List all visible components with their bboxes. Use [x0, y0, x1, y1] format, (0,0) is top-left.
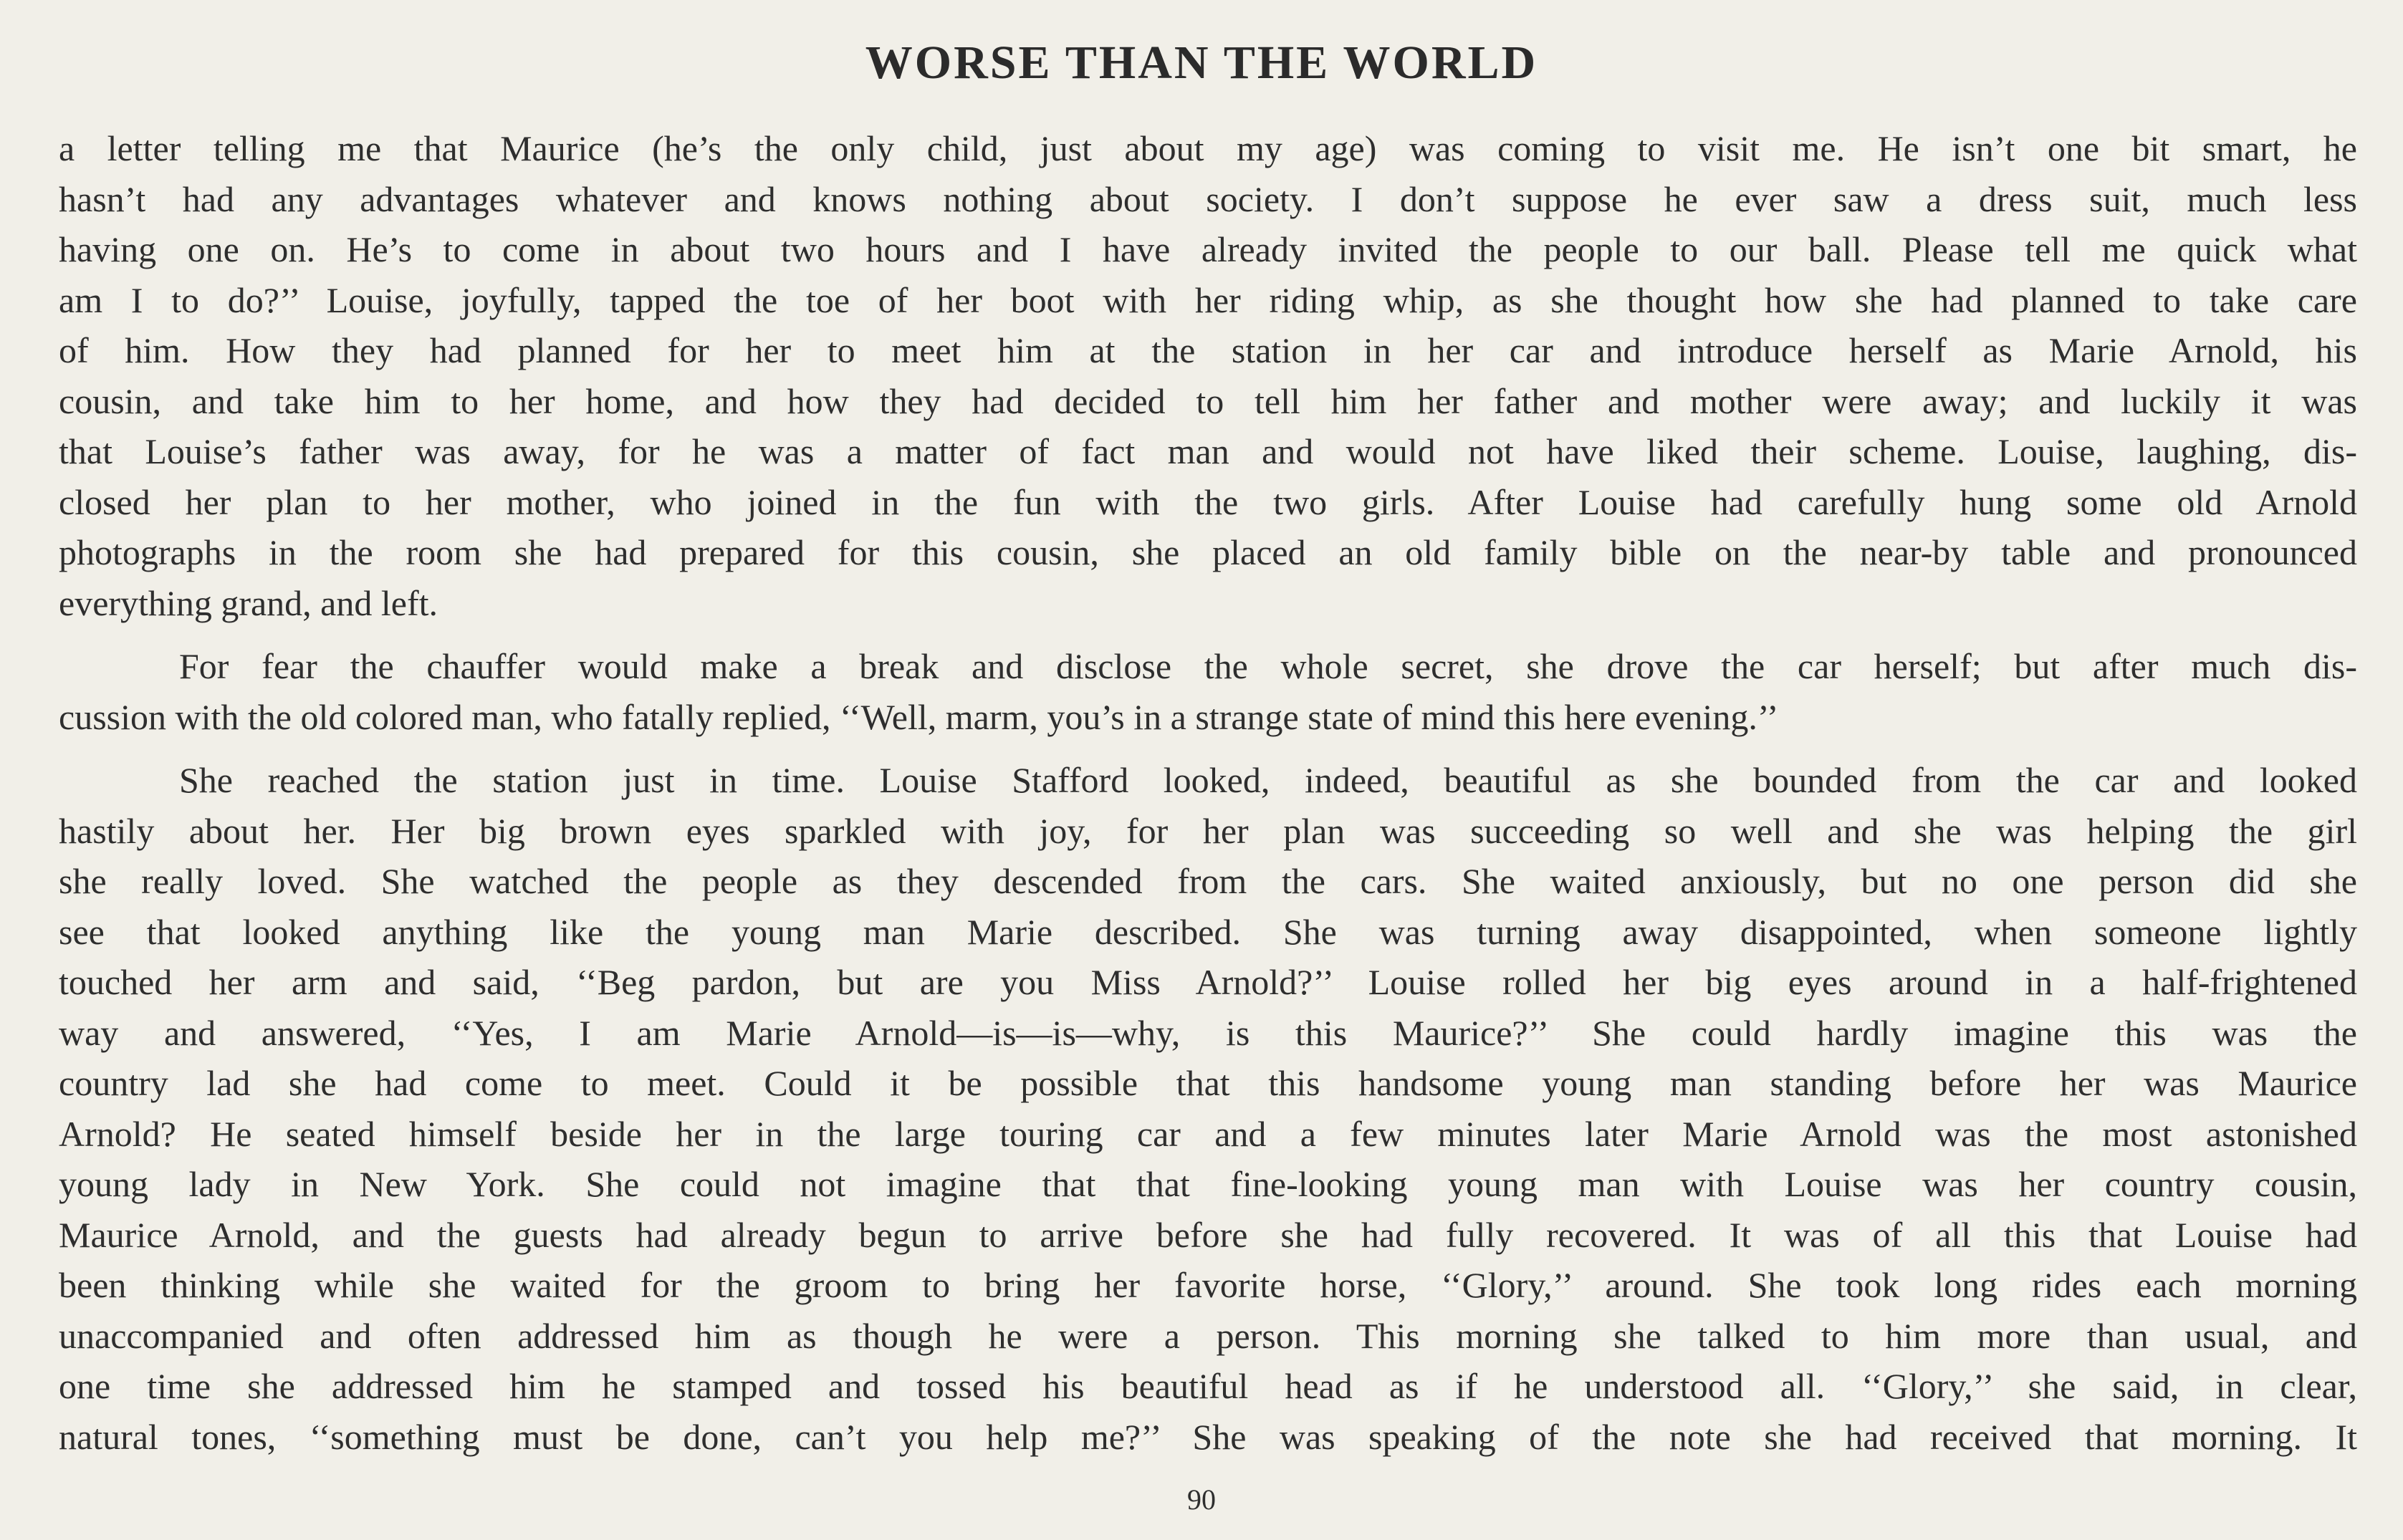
text-line: young lady in New York. She could not imagine that that fine-looking young man with Louise was her country cousin, — [59, 1164, 2357, 1204]
text-line: photographs in the room she had prepared for this cousin, she placed an old family bible on the near-by table and pronounced — [59, 532, 2357, 572]
text-line: one time she addressed him he stamped and tossed his beautiful head as if he understood all. ‘‘Glory,’’ she said, in clear, — [59, 1366, 2357, 1406]
text-line: am I to do?’’ Louise, joyfully, tapped the toe of her boot with her riding whip, as she thought how she had planned to take care — [59, 279, 2357, 320]
text-line: unaccompanied and often addressed him as though he were a person. This morning she talked to him more than usual, and — [59, 1315, 2357, 1356]
text-line: Arnold? He seated himself beside her in the large touring car and a few minutes later Marie Arnold was the most astonished — [59, 1113, 2357, 1154]
text-line: She reached the station just in time. Louise Stafford looked, indeed, beautiful as she bounded from the car and looked — [179, 760, 2357, 800]
text-line: closed her plan to her mother, who joined in the fun with the two girls. After Louise had carefully hung some old Arnold — [59, 481, 2357, 522]
text-line: hasn’t had any advantages whatever and knows nothing about society. I don’t suppose he ever saw a dress suit, much less — [59, 178, 2357, 219]
text-line: way and answered, ‘‘Yes, I am Marie Arnold—is—is—why, is this Maurice?’’ She could hardly imagine this was the — [59, 1012, 2357, 1053]
paragraph-gap — [59, 742, 2357, 755]
text-line: touched her arm and said, ‘‘Beg pardon, but are you Miss Arnold?’’ Louise rolled her big eyes around in a half-frightened — [59, 962, 2357, 1002]
text-line: she really loved. She watched the people as they descended from the cars. She waited anxiously, but no one person did she — [59, 861, 2357, 901]
paragraph-3 — [59, 755, 2357, 1462]
paragraph-2 — [59, 641, 2357, 742]
text-line: cussion with the old colored man, who fatally replied, ‘‘Well, marm, you’s in a strange state of mind this here evening.’’ — [59, 696, 1779, 737]
paragraph-gap — [59, 628, 2357, 641]
text-line: For fear the chauffer would make a break and disclose the whole secret, she drove the car herself; but after much dis- — [179, 646, 2357, 686]
text-line: that Louise’s father was away, for he was a matter of fact man and would not have liked their scheme. Louise, laughing, dis- — [59, 431, 2357, 471]
text-line: cousin, and take him to her home, and how they had decided to tell him her father and mother were away; and luckily it was — [59, 380, 2357, 421]
text-line: been thinking while she waited for the groom to bring her favorite horse, ‘‘Glory,’’ around. She took long rides each morning — [59, 1265, 2357, 1305]
text-line: of him. How they had planned for her to meet him at the station in her car and introduce herself as Marie Arnold, his — [59, 330, 2357, 370]
body-text — [59, 123, 2357, 1462]
text-line: Maurice Arnold, and the guests had already begun to arrive before she had fully recovered. It was of all this that Louise had — [59, 1214, 2357, 1255]
text-line: natural tones, ‘‘something must be done, can’t you help me?’’ She was speaking of the note she had received that morning. It — [59, 1416, 2357, 1457]
text-line: having one on. He’s to come in about two hours and I have already invited the people to our ball. Please tell me quick what — [59, 229, 2357, 269]
text-line: a letter telling me that Maurice (he’s the only child, just about my age) was coming to visit me. He isn’t one bit smart, he — [59, 128, 2357, 168]
text-line: hastily about her. Her big brown eyes sparkled with joy, for her plan was succeeding so well and she was helping the girl — [59, 810, 2357, 851]
page-title: WORSE THAN THE WORLD — [865, 37, 1538, 89]
text-line: everything grand, and left. — [59, 582, 438, 623]
text-line: see that looked anything like the young man Marie described. She was turning away disappointed, when someone lightly — [59, 911, 2357, 952]
text-line: country lad she had come to meet. Could it be possible that this handsome young man standing before her was Maurice — [59, 1063, 2357, 1103]
page-number: 90 — [1187, 1483, 1216, 1516]
paragraph-1 — [59, 123, 2357, 628]
